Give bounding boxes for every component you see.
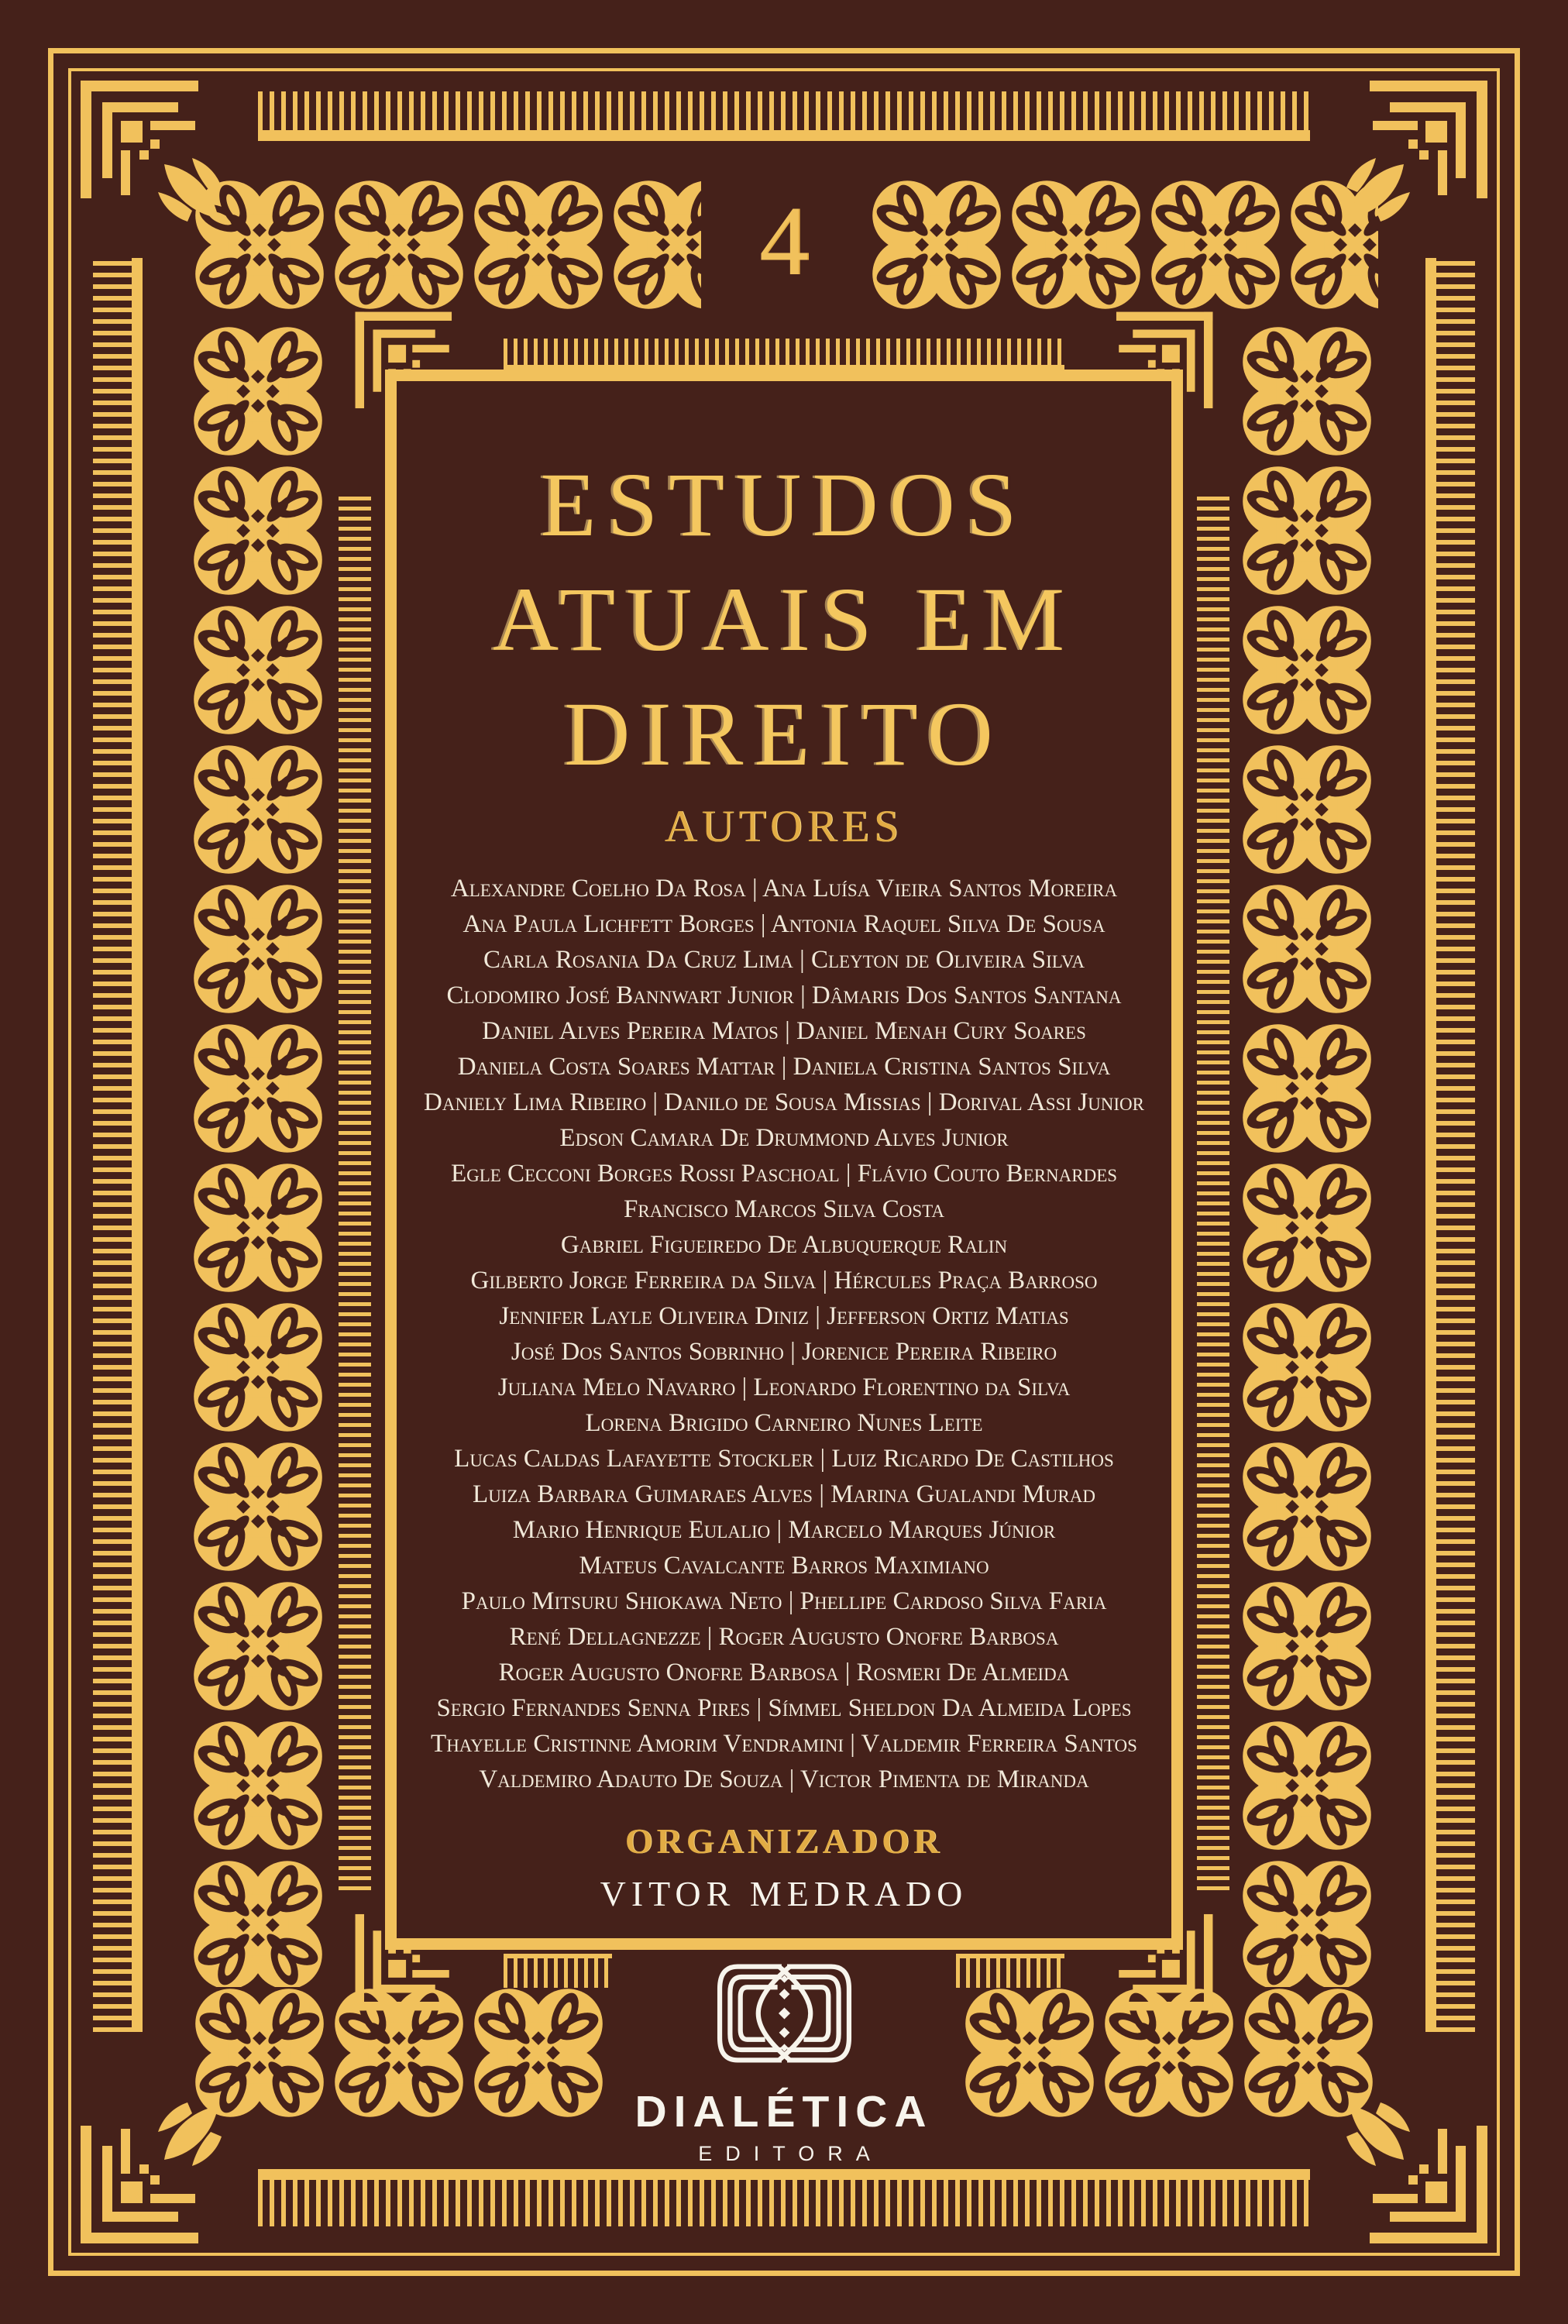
author-line: Valdemiro Adauto De Souza | Victor Pimenta de Miranda — [479, 1765, 1089, 1793]
author-line: Daniela Costa Soares Mattar | Daniela Cristina Santos Silva — [457, 1053, 1111, 1081]
flower-ornament-icon — [188, 1576, 328, 1716]
publisher-subtitle: EDITORA — [698, 2142, 883, 2165]
flower-ornament-icon — [188, 461, 328, 600]
dialetica-monogram-icon — [701, 1958, 868, 2068]
author-line: Juliana Melo Navarro | Leonardo Florentino da Silva — [497, 1373, 1071, 1401]
author-line: Daniel Alves Pereira Matos | Daniel Menah Cury Soares — [482, 1017, 1086, 1045]
flower-row-icon — [190, 175, 701, 318]
flower-band-left — [188, 321, 331, 1987]
organizer-name: VITOR MEDRADO — [600, 1874, 968, 1913]
publisher-block — [0, 1958, 1568, 2164]
flower-ornament-icon — [188, 1158, 328, 1298]
author-line: Mateus Cavalcante Barros Maximiano — [579, 1552, 989, 1580]
flower-ornament-icon — [188, 740, 328, 879]
flower-ornament-icon — [329, 175, 469, 315]
flower-ornament-icon — [1237, 321, 1377, 461]
flower-row-icon — [867, 175, 1378, 318]
author-line: Gabriel Figueiredo De Albuquerque Ralin — [560, 1231, 1008, 1259]
flower-ornament-icon — [1237, 1298, 1377, 1437]
author-line: Egle Cecconi Borges Rossi Paschoal | Flávio Couto Bernardes — [450, 1160, 1118, 1188]
publisher-name: DIALÉTICA — [634, 2087, 934, 2137]
author-line: Thayelle Cristinne Amorim Vendramini | Valdemir Ferreira Santos — [431, 1730, 1137, 1758]
book-title-line: ATUAIS EM — [492, 569, 1076, 670]
fret-corner-icon — [74, 74, 237, 237]
author-line: Mario Henrique Eulalio | Marcelo Marques Júnior — [512, 1516, 1056, 1544]
flower-ornament-icon — [1237, 879, 1377, 1019]
flower-ornament-icon — [1237, 461, 1377, 600]
organizer-heading: ORGANIZADOR — [624, 1821, 944, 1861]
flower-ornament-icon — [1237, 1158, 1377, 1298]
stripe-band-inner-left — [339, 496, 371, 1890]
stripe-band-inner-top — [504, 339, 1064, 370]
stripe-band-inner-right — [1197, 496, 1229, 1890]
flower-ornament-icon — [867, 175, 1006, 315]
flower-ornament-icon — [1237, 1716, 1377, 1855]
book-title-line: DIREITO — [564, 683, 1004, 785]
flower-ornament-icon — [1237, 740, 1377, 879]
author-line: Roger Augusto Onofre Barbosa | Rosmeri De Almeida — [498, 1659, 1070, 1686]
author-line: José Dos Santos Sobrinho | Jorenice Pereira Ribeiro — [511, 1338, 1057, 1366]
author-line: Clodomiro José Bannwart Junior | Dâmaris Dos Santos Santana — [446, 982, 1122, 1009]
flower-ornament-icon — [188, 321, 328, 461]
flower-ornament-icon — [188, 1437, 328, 1576]
flower-ornament-icon — [1237, 600, 1377, 740]
author-line: Ana Paula Lichfett Borges | Antonia Raquel Silva De Sousa — [462, 910, 1106, 938]
flower-band-top — [190, 175, 1378, 318]
author-line: Alexandre Coelho Da Rosa | Ana Luísa Vieira Santos Moreira — [450, 875, 1118, 902]
author-line: Francisco Marcos Silva Costa — [624, 1195, 944, 1223]
author-list — [397, 871, 1171, 1797]
author-line: Edson Camara De Drummond Alves Junior — [559, 1124, 1009, 1152]
stripe-band-right — [1425, 258, 1475, 2032]
flower-band-right — [1237, 321, 1380, 1987]
book-title-line: ESTUDOS — [540, 454, 1028, 555]
author-line: Jennifer Layle Oliveira Diniz | Jefferson Ortiz Matias — [499, 1302, 1069, 1330]
flower-ornament-icon — [1237, 1576, 1377, 1716]
flower-ornament-icon — [188, 600, 328, 740]
flower-ornament-icon — [1237, 1437, 1377, 1576]
flower-ornament-icon — [188, 1716, 328, 1855]
flower-ornament-icon — [1237, 1019, 1377, 1158]
author-line: Paulo Mitsuru Shiokawa Neto | Phellipe Cardoso Silva Faria — [461, 1587, 1107, 1615]
stripe-band-bottom — [258, 2169, 1310, 2226]
volume-number-slot — [701, 175, 867, 318]
author-line: Luiza Barbara Guimaraes Alves | Marina Gualandi Murad — [473, 1480, 1095, 1508]
flower-ornament-icon — [188, 1298, 328, 1437]
author-line: Lorena Brigido Carneiro Nunes Leite — [585, 1409, 983, 1437]
authors-heading: AUTORES — [664, 801, 904, 851]
stripe-band-left — [93, 258, 143, 2032]
author-line: Gilberto Jorge Ferreira da Silva | Hércules Praça Barroso — [470, 1267, 1098, 1294]
stripe-band-top — [258, 91, 1310, 141]
content-panel — [385, 370, 1183, 1950]
author-line: René Dellagnezze | Roger Augusto Onofre Barbosa — [509, 1623, 1059, 1651]
flower-ornament-icon — [1146, 175, 1285, 315]
flower-ornament-icon — [469, 175, 608, 315]
book-title — [397, 448, 1171, 792]
author-line: Sergio Fernandes Senna Pires | Símmel Sheldon Da Almeida Lopes — [436, 1694, 1132, 1722]
fret-corner-icon — [1331, 74, 1494, 237]
flower-ornament-icon — [608, 175, 701, 315]
author-line: Lucas Caldas Lafayette Stockler | Luiz Ricardo De Castilhos — [454, 1445, 1114, 1473]
flower-ornament-icon — [1006, 175, 1146, 315]
author-line: Carla Rosania Da Cruz Lima | Cleyton de Oliveira Silva — [483, 946, 1085, 974]
author-line: Daniely Lima Ribeiro | Danilo de Sousa Missias | Dorival Assi Junior — [424, 1088, 1144, 1116]
volume-number: 4 — [759, 186, 809, 296]
flower-ornament-icon — [188, 879, 328, 1019]
flower-ornament-icon — [188, 1019, 328, 1158]
